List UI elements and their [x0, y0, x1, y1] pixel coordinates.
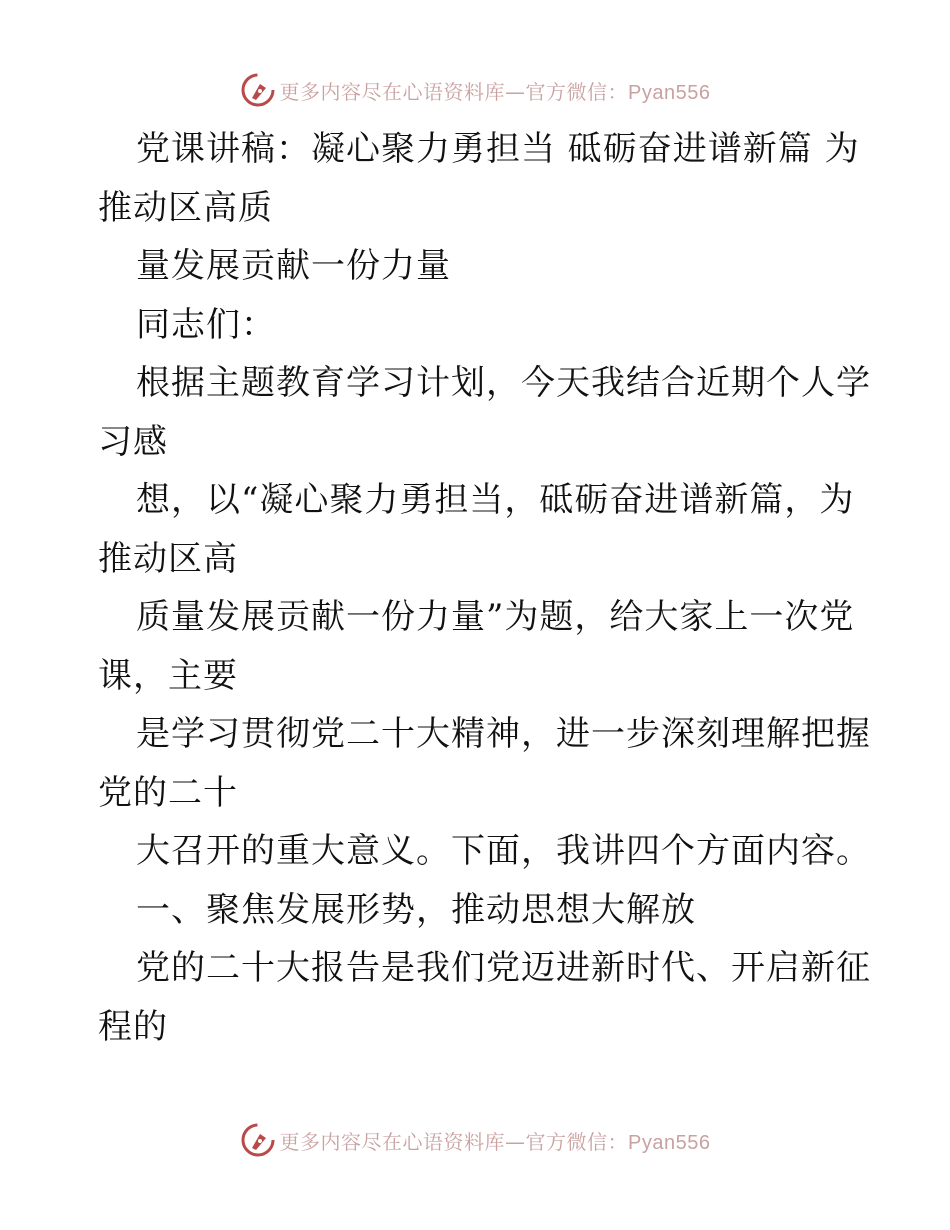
- document-body: [98, 120, 871, 1056]
- body-line: 习感: [98, 421, 168, 462]
- body-line: 根据主题教育学习计划，今天我结合近期个人学: [136, 363, 871, 403]
- body-line: 质量发展贡献一份力量”为题，给大家上一次党: [136, 597, 855, 637]
- body-line: 大召开的重大意义。下面，我讲四个方面内容。: [136, 831, 871, 871]
- banner-main-text: 更多内容尽在心语资料库: [279, 1129, 506, 1154]
- body-line: 党的二十: [98, 772, 238, 813]
- salutation-line: 同志们：: [136, 304, 276, 345]
- pen-nib-circle-icon: [240, 1122, 276, 1158]
- banner-wechat-label: 官方微信：: [525, 1129, 629, 1154]
- banner-separator: —: [505, 79, 526, 104]
- header-banner: [0, 70, 950, 110]
- banner-separator: —: [505, 1129, 526, 1154]
- banner-wechat-id: Pyan556: [628, 81, 711, 104]
- title-line: 党课讲稿：凝心聚力勇担当 砥砺奋进谱新篇 为: [136, 129, 860, 169]
- banner-text: [280, 76, 711, 105]
- body-line: 党的二十大报告是我们党迈进新时代、开启新征: [136, 948, 871, 988]
- title-line: 量发展贡献一份力量: [136, 246, 451, 286]
- banner-text: [280, 1126, 711, 1155]
- title-line: 推动区高质: [98, 187, 273, 228]
- body-line: 是学习贯彻党二十大精神，进一步深刻理解把握: [136, 714, 871, 754]
- body-line: 推动区高: [98, 538, 238, 579]
- banner-wechat-label: 官方微信：: [525, 79, 629, 104]
- body-line: 程的: [98, 1006, 168, 1047]
- body-line: 想，以“凝心聚力勇担当，砥砺奋进谱新篇，为: [136, 480, 855, 520]
- banner-wechat-id: Pyan556: [628, 1131, 711, 1154]
- body-line: 课，主要: [98, 655, 238, 696]
- section-heading: 一、聚焦发展形势，推动思想大解放: [136, 889, 696, 930]
- footer-banner: [0, 1120, 950, 1160]
- pen-nib-circle-icon: [240, 72, 276, 108]
- banner-main-text: 更多内容尽在心语资料库: [279, 79, 506, 104]
